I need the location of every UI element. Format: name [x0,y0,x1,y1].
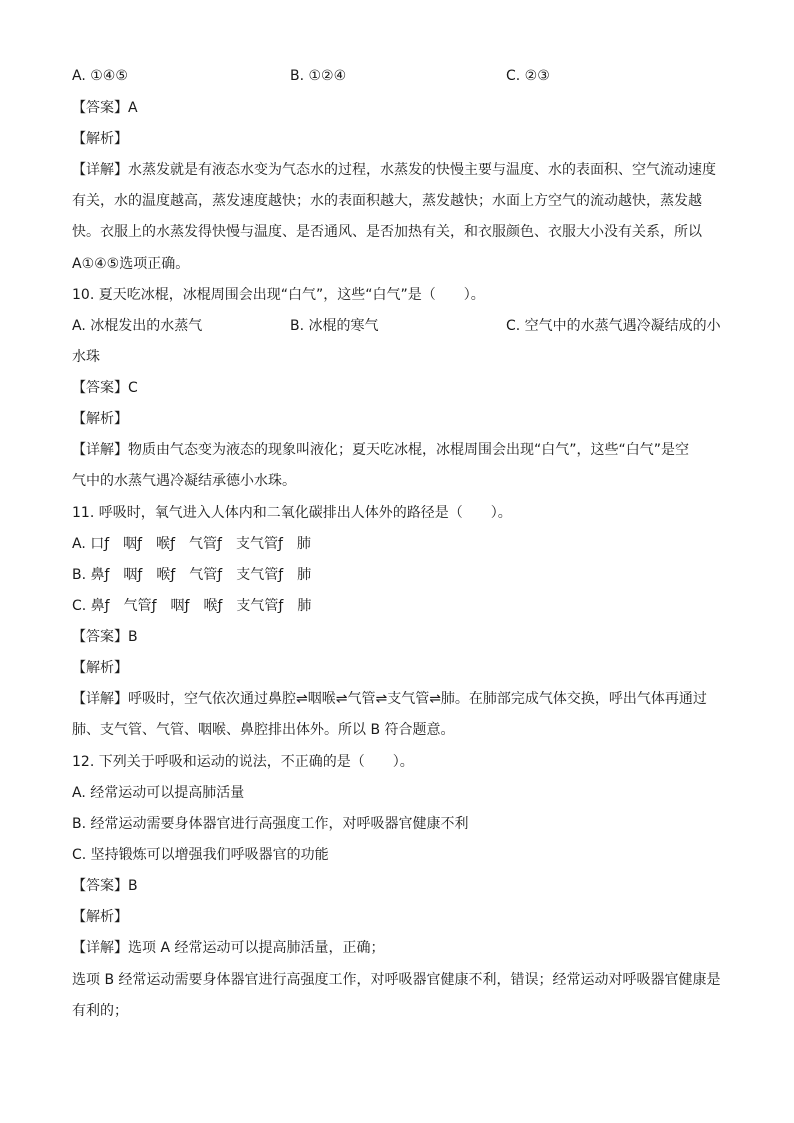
q9-option-b: B. ①②④ [290,68,347,84]
q9-detail-line: A①④⑤选项正确。 [72,256,190,272]
q9-option-c: C. ②③ [506,68,550,84]
q9-analysis-label: 【解析】 [72,131,128,147]
q10-answer: 【答案】C [72,380,138,396]
q9-detail-line: 【详解】水蒸发就是有液态水变为气态水的过程，水蒸发的快慢主要与温度、水的表面积、空气流动速度 [72,162,716,178]
q10-option-b: B. 冰棍的寒气 [290,318,379,334]
q10-stem: 10. 夏天吃冰棍，冰棍周围会出现“白气”，这些“白气”是（ ）。 [72,287,485,303]
q12-detail-line: 【详解】选项 A 经常运动可以提高肺活量，正确； [72,940,385,956]
q11-analysis-label: 【解析】 [72,660,128,676]
q11-answer: 【答案】B [72,629,138,645]
q11-option-c: C. 鼻ƒ 气管ƒ 咽ƒ 喉ƒ 支气管ƒ 肺 [72,598,312,614]
q12-detail-line: 有利的； [72,1003,128,1019]
q12-answer: 【答案】B [72,878,138,894]
q10-detail-line: 气中的水蒸气遇冷凝结承德小水珠。 [72,473,296,489]
q9-answer: 【答案】A [72,100,138,116]
q12-detail-line: 选项 B 经常运动需要身体器官进行高强度工作，对呼吸器官健康不利，错误；经常运动对呼吸器官健康是 [72,972,721,988]
q10-option-c: C. 空气中的水蒸气遇冷凝结成的小 [506,318,721,334]
q10-analysis-label: 【解析】 [72,411,128,427]
q11-stem: 11. 呼吸时，氧气进入人体内和二氧化碳排出人体外的路径是（ ）。 [72,505,512,521]
q12-analysis-label: 【解析】 [72,909,128,925]
q10-option-a: A. 冰棍发出的水蒸气 [72,318,203,334]
q10-option-c-continued: 水珠 [72,349,100,365]
q9-detail-line: 有关，水的温度越高，蒸发速度越快；水的表面积越大，蒸发越快；水面上方空气的流动越快，蒸发越 [72,193,702,209]
q11-detail-line: 肺、支气管、气管、咽喉、鼻腔排出体外。所以 B 符合题意。 [72,722,455,738]
q9-detail-line: 快。衣服上的水蒸发得快慢与温度、是否通风、是否加热有关，和衣服颜色、衣服大小没有关系，所以 [72,224,702,240]
q11-detail-line: 【详解】呼吸时，空气依次通过鼻腔⇌咽喉⇌气管⇌支气管⇌肺。在肺部完成气体交换，呼出气体再通过 [72,691,707,707]
q12-option-c: C. 坚持锻炼可以增强我们呼吸器官的功能 [72,847,329,863]
q11-option-a: A. 口ƒ 咽ƒ 喉ƒ 气管ƒ 支气管ƒ 肺 [72,536,311,552]
q10-detail-line: 【详解】物质由气态变为液态的现象叫液化；夏天吃冰棍，冰棍周围会出现“白气”，这些“白气”是空 [72,442,690,458]
q12-stem: 12. 下列关于呼吸和运动的说法，不正确的是（ ）。 [72,754,414,770]
q9-option-a: A. ①④⑤ [72,68,128,84]
q12-option-a: A. 经常运动可以提高肺活量 [72,785,245,801]
q11-option-b: B. 鼻ƒ 咽ƒ 喉ƒ 气管ƒ 支气管ƒ 肺 [72,567,312,583]
q12-option-b: B. 经常运动需要身体器官进行高强度工作，对呼吸器官健康不利 [72,816,469,832]
